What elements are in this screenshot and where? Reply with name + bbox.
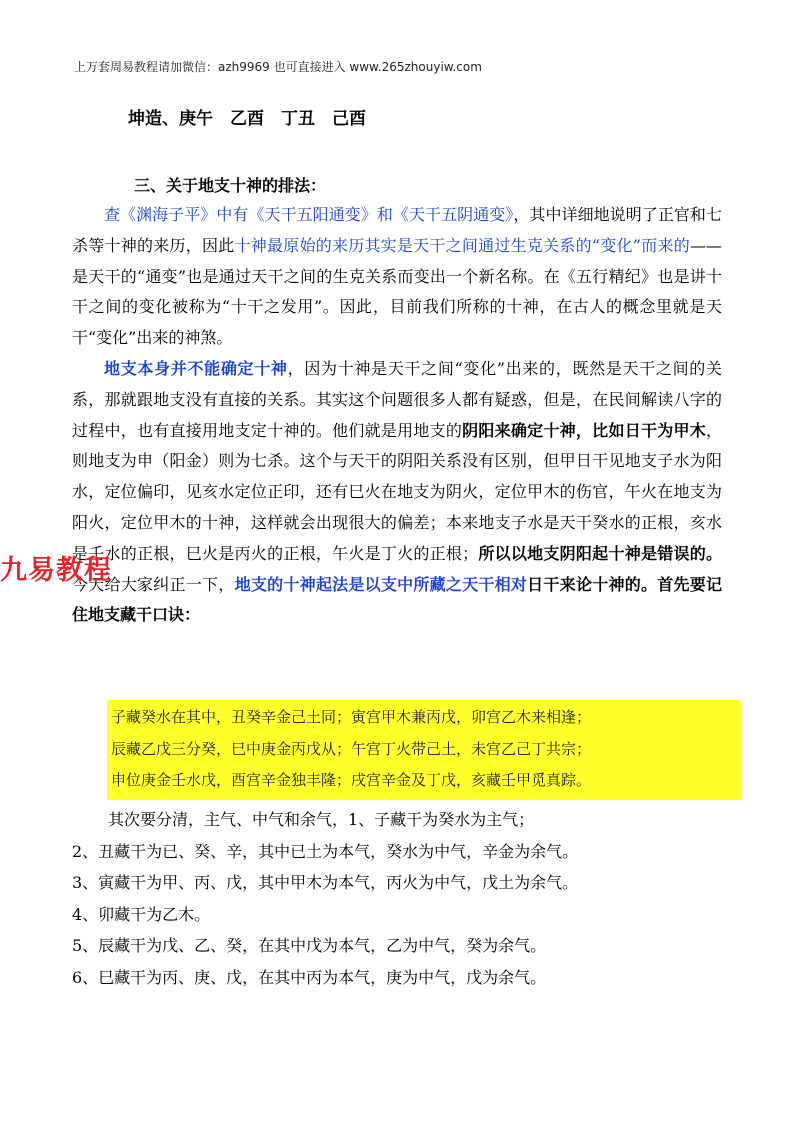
bazi-chart-line: 坤造、庚午 乙酉 丁丑 己酉 xyxy=(128,109,366,129)
rhyme-line: 申位庚金壬水戊，酉宫辛金独丰隆；戌宫辛金及丁戊，亥藏壬甲觅真踪。 xyxy=(111,771,592,789)
section-title: 三、关于地支十神的排法： xyxy=(134,176,327,195)
para1-sentence-1: 查《渊海子平》中有《天干五阳通变》和《天干五阴通变》 xyxy=(104,205,514,224)
list-item: 6、巳藏干为丙、庚、戊，在其中丙为本气，庚为中气，戊为余气。 xyxy=(72,967,547,987)
rhyme-line: 子藏癸水在其中，丑癸辛金己土同；寅宫甲木兼丙戊，卯宫乙木来相逢； xyxy=(111,708,592,726)
para1-sentence-3: 十神最原始的来历其实是天干之间通过生克关系的“变化”而来的 xyxy=(234,235,690,255)
para2-sentence-6: 今天给大家纠正一下， xyxy=(72,574,235,594)
list-item: 其次要分清，主气、中气和余气，1、子藏干为癸水为主气； xyxy=(108,810,535,829)
paragraph-1 xyxy=(72,200,722,354)
para2-sentence-4: ，则地支为申（阳金）则为七杀。这个与天干的阴阳关系没有区别，但甲日干见地支子水为阳水，定位偏印，见亥水定位正印，还有巳火在地支为阴火，定位甲木的伤官，午火在地支为阳火，定位甲木的十神，这样就会出现很大的偏差；本来地支子水是天干癸水的正根，亥水是壬水的正根，巳火是丙火的正根，午火是丁火的正根； xyxy=(72,420,722,563)
para1-sentence-2: ，其中详细地说明了正官和七杀等十神的来历，因此 xyxy=(72,205,722,255)
body-text xyxy=(72,200,722,631)
paragraph-2 xyxy=(72,354,722,631)
hidden-stems-list xyxy=(72,804,732,993)
para2-sentence-8: 日干来论十神的。首先要记住地支藏干口诀： xyxy=(72,574,722,625)
para2-sentence-1: 地支本身并不能确定十神 xyxy=(104,358,288,378)
list-item: 2、丑藏干为已、癸、辛，其中已土为本气，癸水为中气，辛金为余气。 xyxy=(72,841,579,861)
para2-sentence-5: 所以以地支阴阳起十神是错误的。 xyxy=(478,543,722,563)
rhyme-line: 辰藏乙戊三分癸，巳中庚金丙戊从；午宫丁火带己土，未宫乙己丁共宗； xyxy=(111,739,592,758)
hidden-stems-rhyme xyxy=(107,700,741,800)
para2-sentence-3: 阴阳来确定十神，比如日干为甲木 xyxy=(462,420,706,440)
para1-sentence-4: ——是天干的“通变”也是通过天干之间的生克关系而变出一个新名称。在《五行精纪》也是讲十干之间的变化被称为“十干之发用”。因此，目前我们所称的十神，在古人的概念里就是天干“变化”出来的神煞。 xyxy=(72,235,722,348)
list-item: 5、辰藏干为戊、乙、癸，在其中戊为本气，乙为中气，癸为余气。 xyxy=(72,936,547,955)
watermark-logo: 九易教程 xyxy=(0,555,112,586)
list-item: 3、寅藏干为甲、丙、戊，其中甲木为本气，丙火为中气，戊土为余气。 xyxy=(72,873,579,892)
page-header: 上万套周易教程请加微信：azh9969 也可直接进入 www.265zhouyiw.com xyxy=(74,60,482,74)
para2-sentence-7: 地支的十神起法是以支中所藏之天干相对 xyxy=(234,574,528,594)
list-item: 4、卯藏干为乙木。 xyxy=(72,904,211,924)
para2-sentence-2: ，因为十神是天干之间“变化”出来的，既然是天干之间的关系，那就跟地支没有直接的关系。其实这个问题很多人都有疑惑，但是，在民间解读八字的过程中，也有直接用地支定十神的。他们就是用地支的 xyxy=(72,358,722,440)
